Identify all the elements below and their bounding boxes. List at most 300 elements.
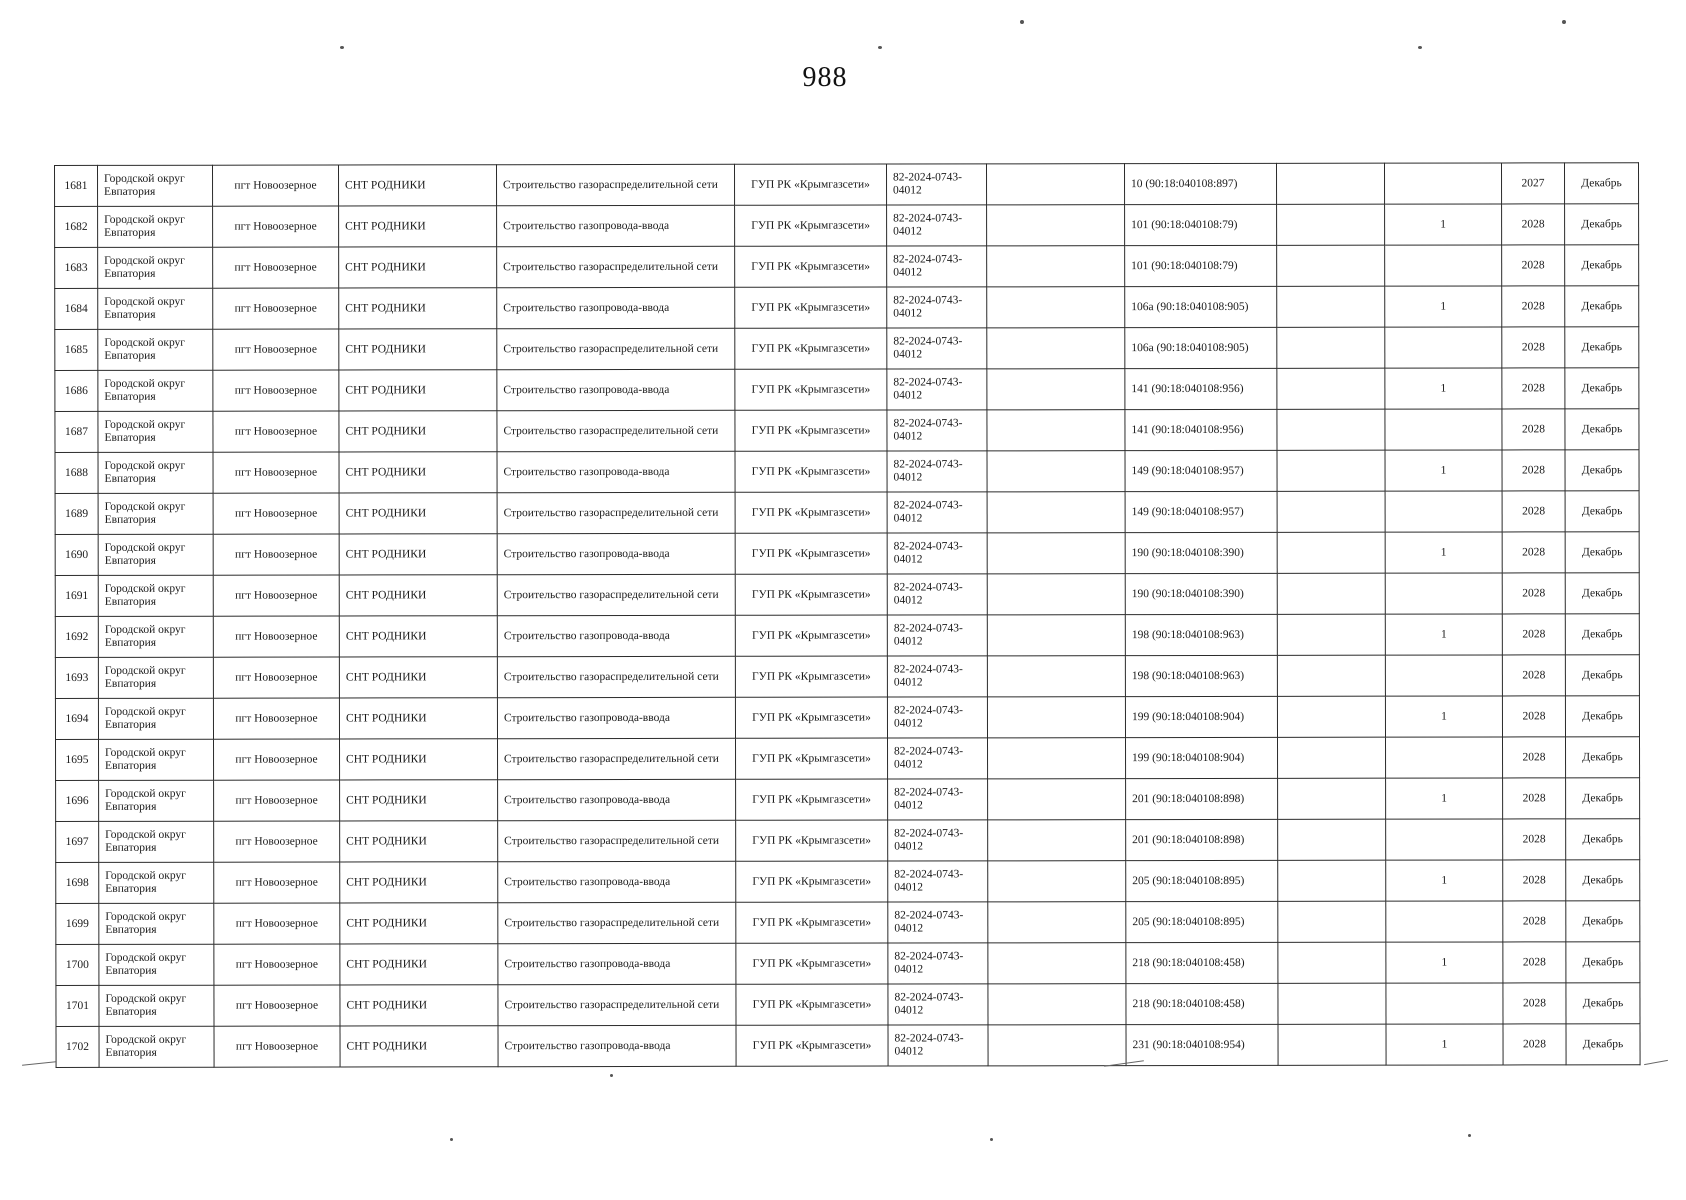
district-cell: Городской округ Евпатория <box>98 411 213 452</box>
empty-cell-cell <box>1277 327 1385 368</box>
row-number-cell: 1696 <box>56 780 99 821</box>
plot-address-cell: 190 (90:18:040108:390) <box>1125 532 1277 573</box>
settlement-cell: пгт Новоозерное <box>213 616 339 657</box>
month-cell: Декабрь <box>1565 614 1639 655</box>
empty-cell-cell <box>988 738 1126 779</box>
program-code-cell: 82-2024-0743-04012 <box>888 738 988 779</box>
table-row <box>56 901 1640 945</box>
program-code-cell: 82-2024-0743-04012 <box>888 1025 988 1066</box>
row-number-cell: 1693 <box>55 657 98 698</box>
row-number-cell: 1698 <box>56 862 99 903</box>
district-cell: Городской округ Евпатория <box>99 739 214 780</box>
settlement-cell: пгт Новоозерное <box>213 411 339 452</box>
snt-name-cell: СНТ РОДНИКИ <box>340 1026 498 1067</box>
empty-cell-cell <box>1277 450 1385 491</box>
empty-cell-cell <box>987 656 1125 697</box>
snt-name-cell: СНТ РОДНИКИ <box>339 657 497 698</box>
month-cell: Декабрь <box>1565 655 1639 696</box>
program-code-cell: 82-2024-0743-04012 <box>888 861 988 902</box>
work-type-cell: Строительство газопровода-ввода <box>497 205 735 246</box>
work-type-cell: Строительство газораспределительной сети <box>497 574 735 615</box>
district-cell: Городской округ Евпатория <box>98 493 213 534</box>
plot-address-cell: 141 (90:18:040108:956) <box>1125 409 1277 450</box>
snt-name-cell: СНТ РОДНИКИ <box>339 534 497 575</box>
table-row <box>56 1024 1640 1068</box>
organization-cell: ГУП РК «Крымгазсети» <box>734 164 886 205</box>
snt-name-cell: СНТ РОДНИКИ <box>340 780 498 821</box>
work-type-cell: Строительство газопровода-ввода <box>498 861 736 902</box>
snt-name-cell: СНТ РОДНИКИ <box>339 452 497 493</box>
year-cell: 2028 <box>1502 450 1565 491</box>
district-cell: Городской округ Евпатория <box>98 288 213 329</box>
district-cell: Городской округ Евпатория <box>99 985 214 1026</box>
plot-address-cell: 106а (90:18:040108:905) <box>1125 327 1277 368</box>
snt-name-cell: СНТ РОДНИКИ <box>340 821 498 862</box>
table-row <box>56 737 1640 781</box>
empty-cell-cell <box>1278 1024 1386 1065</box>
year-cell: 2028 <box>1503 983 1566 1024</box>
plot-address-cell: 149 (90:18:040108:957) <box>1125 450 1277 491</box>
row-number-cell: 1695 <box>56 739 99 780</box>
scan-speck <box>1468 1134 1471 1137</box>
empty-cell-cell <box>1277 532 1385 573</box>
program-code-cell: 82-2024-0743-04012 <box>887 492 987 533</box>
month-cell: Декабрь <box>1564 163 1638 204</box>
row-number-cell: 1689 <box>55 493 98 534</box>
scan-speck <box>1020 20 1024 24</box>
empty-cell-cell <box>1278 860 1386 901</box>
month-cell: Декабрь <box>1565 286 1639 327</box>
registry-table <box>54 162 1641 1068</box>
plot-address-cell: 141 (90:18:040108:956) <box>1125 368 1277 409</box>
plot-address-cell: 10 (90:18:040108:897) <box>1124 163 1276 204</box>
row-number-cell: 1699 <box>56 903 99 944</box>
settlement-cell: пгт Новоозерное <box>214 821 340 862</box>
organization-cell: ГУП РК «Крымгазсети» <box>736 1025 888 1066</box>
month-cell: Декабрь <box>1565 573 1639 614</box>
year-cell: 2028 <box>1502 573 1565 614</box>
scan-mark <box>22 1061 56 1066</box>
registry-body <box>55 163 1641 1068</box>
month-cell: Декабрь <box>1565 204 1639 245</box>
program-code-cell: 82-2024-0743-04012 <box>887 328 987 369</box>
snt-name-cell: СНТ РОДНИКИ <box>339 370 497 411</box>
program-code-cell: 82-2024-0743-04012 <box>886 164 986 205</box>
row-number-cell: 1692 <box>55 616 98 657</box>
settlement-cell: пгт Новоозерное <box>214 862 340 903</box>
year-cell: 2028 <box>1502 696 1565 737</box>
district-cell: Городской округ Евпатория <box>98 534 213 575</box>
connection-count-cell: 1 <box>1386 778 1503 819</box>
program-code-cell: 82-2024-0743-04012 <box>887 246 987 287</box>
work-type-cell: Строительство газопровода-ввода <box>498 1025 736 1066</box>
table-row <box>56 942 1640 986</box>
organization-cell: ГУП РК «Крымгазсети» <box>735 369 887 410</box>
organization-cell: ГУП РК «Крымгазсети» <box>735 205 887 246</box>
month-cell: Декабрь <box>1566 737 1640 778</box>
connection-count-cell <box>1385 573 1502 614</box>
settlement-cell: пгт Новоозерное <box>213 575 339 616</box>
empty-cell-cell <box>988 779 1126 820</box>
row-number-cell: 1682 <box>55 206 98 247</box>
year-cell: 2028 <box>1502 532 1565 573</box>
year-cell: 2028 <box>1503 819 1566 860</box>
empty-cell-cell <box>987 574 1125 615</box>
connection-count-cell: 1 <box>1386 1024 1503 1065</box>
settlement-cell: пгт Новоозерное <box>213 247 339 288</box>
row-number-cell: 1687 <box>55 411 98 452</box>
snt-name-cell: СНТ РОДНИКИ <box>339 329 497 370</box>
program-code-cell: 82-2024-0743-04012 <box>887 533 987 574</box>
table-row <box>55 573 1639 617</box>
connection-count-cell <box>1385 655 1502 696</box>
scan-speck <box>1562 20 1566 24</box>
snt-name-cell: СНТ РОДНИКИ <box>340 739 498 780</box>
organization-cell: ГУП РК «Крымгазсети» <box>735 697 887 738</box>
work-type-cell: Строительство газопровода-ввода <box>498 943 736 984</box>
empty-cell-cell <box>1277 655 1385 696</box>
district-cell: Городской округ Евпатория <box>98 370 213 411</box>
work-type-cell: Строительство газораспределительной сети <box>498 902 736 943</box>
program-code-cell: 82-2024-0743-04012 <box>888 902 988 943</box>
program-code-cell: 82-2024-0743-04012 <box>887 697 987 738</box>
work-type-cell: Строительство газопровода-ввода <box>497 533 735 574</box>
empty-cell-cell <box>988 943 1126 984</box>
district-cell: Городской округ Евпатория <box>98 575 213 616</box>
month-cell: Декабрь <box>1566 901 1640 942</box>
settlement-cell: пгт Новоозерное <box>214 739 340 780</box>
empty-cell-cell <box>1278 901 1386 942</box>
connection-count-cell: 1 <box>1385 696 1502 737</box>
connection-count-cell: 1 <box>1385 450 1502 491</box>
row-number-cell: 1688 <box>55 452 98 493</box>
settlement-cell: пгт Новоозерное <box>213 657 339 698</box>
month-cell: Декабрь <box>1565 532 1639 573</box>
connection-count-cell: 1 <box>1386 942 1503 983</box>
empty-cell-cell <box>988 820 1126 861</box>
organization-cell: ГУП РК «Крымгазсети» <box>736 984 888 1025</box>
district-cell: Городской округ Евпатория <box>99 944 214 985</box>
program-code-cell: 82-2024-0743-04012 <box>887 451 987 492</box>
district-cell: Городской округ Евпатория <box>98 329 213 370</box>
plot-address-cell: 201 (90:18:040108:898) <box>1126 819 1278 860</box>
row-number-cell: 1683 <box>55 247 98 288</box>
table-row <box>55 532 1639 576</box>
year-cell: 2028 <box>1503 778 1566 819</box>
snt-name-cell: СНТ РОДНИКИ <box>340 985 498 1026</box>
empty-cell-cell <box>1278 819 1386 860</box>
organization-cell: ГУП РК «Крымгазсети» <box>735 615 887 656</box>
year-cell: 2028 <box>1502 245 1565 286</box>
empty-cell-cell <box>987 328 1125 369</box>
table-row <box>55 286 1639 330</box>
district-cell: Городской округ Евпатория <box>99 1026 214 1067</box>
organization-cell: ГУП РК «Крымгазсети» <box>736 820 888 861</box>
plot-address-cell: 106а (90:18:040108:905) <box>1125 286 1277 327</box>
plot-address-cell: 198 (90:18:040108:963) <box>1125 655 1277 696</box>
plot-address-cell: 101 (90:18:040108:79) <box>1125 204 1277 245</box>
scan-speck <box>878 46 882 49</box>
program-code-cell: 82-2024-0743-04012 <box>887 287 987 328</box>
connection-count-cell: 1 <box>1386 860 1503 901</box>
scan-speck <box>610 1074 613 1077</box>
empty-cell-cell <box>1278 737 1386 778</box>
district-cell: Городской округ Евпатория <box>98 165 213 206</box>
organization-cell: ГУП РК «Крымгазсети» <box>736 738 888 779</box>
organization-cell: ГУП РК «Крымгазсети» <box>736 943 888 984</box>
empty-cell-cell <box>1278 983 1386 1024</box>
year-cell: 2028 <box>1502 368 1565 409</box>
program-code-cell: 82-2024-0743-04012 <box>887 656 987 697</box>
plot-address-cell: 190 (90:18:040108:390) <box>1125 573 1277 614</box>
row-number-cell: 1691 <box>55 575 98 616</box>
table-row <box>55 696 1639 740</box>
row-number-cell: 1690 <box>55 534 98 575</box>
month-cell: Декабрь <box>1565 491 1639 532</box>
district-cell: Городской округ Евпатория <box>99 903 214 944</box>
district-cell: Городской округ Евпатория <box>98 616 213 657</box>
month-cell: Декабрь <box>1566 1024 1640 1065</box>
empty-cell-cell <box>1278 942 1386 983</box>
settlement-cell: пгт Новоозерное <box>214 903 340 944</box>
work-type-cell: Строительство газопровода-ввода <box>497 615 735 656</box>
plot-address-cell: 231 (90:18:040108:954) <box>1126 1024 1278 1065</box>
district-cell: Городской округ Евпатория <box>98 247 213 288</box>
table-row <box>55 655 1639 699</box>
empty-cell-cell <box>1277 204 1385 245</box>
connection-count-cell <box>1384 163 1501 204</box>
work-type-cell: Строительство газопровода-ввода <box>497 451 735 492</box>
settlement-cell: пгт Новоозерное <box>213 288 339 329</box>
empty-cell-cell <box>988 1025 1126 1066</box>
plot-address-cell: 101 (90:18:040108:79) <box>1125 245 1277 286</box>
month-cell: Декабрь <box>1566 983 1640 1024</box>
table-row <box>56 778 1640 822</box>
district-cell: Городской округ Евпатория <box>99 780 214 821</box>
month-cell: Декабрь <box>1565 327 1639 368</box>
work-type-cell: Строительство газопровода-ввода <box>497 697 735 738</box>
year-cell: 2028 <box>1503 1024 1566 1065</box>
scan-speck <box>340 46 344 49</box>
connection-count-cell <box>1386 819 1503 860</box>
settlement-cell: пгт Новоозерное <box>213 165 339 206</box>
program-code-cell: 82-2024-0743-04012 <box>888 820 988 861</box>
empty-cell-cell <box>987 697 1125 738</box>
row-number-cell: 1684 <box>55 288 98 329</box>
district-cell: Городской округ Евпатория <box>98 657 213 698</box>
table-row <box>56 819 1640 863</box>
plot-address-cell: 149 (90:18:040108:957) <box>1125 491 1277 532</box>
row-number-cell: 1694 <box>55 698 98 739</box>
month-cell: Декабрь <box>1565 450 1639 491</box>
table-row <box>55 204 1639 248</box>
table-row <box>55 327 1639 371</box>
year-cell: 2028 <box>1503 737 1566 778</box>
work-type-cell: Строительство газораспределительной сети <box>497 164 735 205</box>
table-row <box>56 860 1640 904</box>
month-cell: Декабрь <box>1566 778 1640 819</box>
settlement-cell: пгт Новоозерное <box>213 534 339 575</box>
scan-mark <box>1644 1060 1668 1065</box>
organization-cell: ГУП РК «Крымгазсети» <box>735 574 887 615</box>
empty-cell-cell <box>988 984 1126 1025</box>
connection-count-cell <box>1385 491 1502 532</box>
year-cell: 2028 <box>1502 409 1565 450</box>
year-cell: 2028 <box>1503 860 1566 901</box>
year-cell: 2028 <box>1502 286 1565 327</box>
organization-cell: ГУП РК «Крымгазсети» <box>735 328 887 369</box>
empty-cell-cell <box>988 861 1126 902</box>
plot-address-cell: 201 (90:18:040108:898) <box>1126 778 1278 819</box>
empty-cell-cell <box>1277 573 1385 614</box>
empty-cell-cell <box>987 410 1125 451</box>
row-number-cell: 1685 <box>55 329 98 370</box>
page-number: 988 <box>802 62 848 93</box>
table-row <box>55 409 1639 453</box>
organization-cell: ГУП РК «Крымгазсети» <box>735 656 887 697</box>
settlement-cell: пгт Новоозерное <box>213 206 339 247</box>
year-cell: 2028 <box>1502 327 1565 368</box>
organization-cell: ГУП РК «Крымгазсети» <box>735 451 887 492</box>
snt-name-cell: СНТ РОДНИКИ <box>339 206 497 247</box>
work-type-cell: Строительство газопровода-ввода <box>497 369 735 410</box>
empty-cell-cell <box>987 246 1125 287</box>
connection-count-cell <box>1385 245 1502 286</box>
organization-cell: ГУП РК «Крымгазсети» <box>735 246 887 287</box>
empty-cell-cell <box>1277 409 1385 450</box>
settlement-cell: пгт Новоозерное <box>214 944 340 985</box>
connection-count-cell <box>1386 983 1503 1024</box>
program-code-cell: 82-2024-0743-04012 <box>888 943 988 984</box>
snt-name-cell: СНТ РОДНИКИ <box>340 862 498 903</box>
month-cell: Декабрь <box>1565 696 1639 737</box>
settlement-cell: пгт Новоозерное <box>214 780 340 821</box>
row-number-cell: 1701 <box>56 985 99 1026</box>
work-type-cell: Строительство газораспределительной сети <box>497 492 735 533</box>
snt-name-cell: СНТ РОДНИКИ <box>339 165 497 206</box>
connection-count-cell: 1 <box>1385 286 1502 327</box>
month-cell: Декабрь <box>1566 819 1640 860</box>
connection-count-cell: 1 <box>1385 368 1502 409</box>
plot-address-cell: 199 (90:18:040108:904) <box>1125 696 1277 737</box>
program-code-cell: 82-2024-0743-04012 <box>887 369 987 410</box>
empty-cell-cell <box>987 205 1125 246</box>
connection-count-cell: 1 <box>1385 532 1502 573</box>
connection-count-cell: 1 <box>1385 614 1502 655</box>
row-number-cell: 1697 <box>56 821 99 862</box>
year-cell: 2028 <box>1502 614 1565 655</box>
table-row <box>55 450 1639 494</box>
scan-speck <box>990 1138 993 1141</box>
program-code-cell: 82-2024-0743-04012 <box>887 410 987 451</box>
plot-address-cell: 199 (90:18:040108:904) <box>1126 737 1278 778</box>
settlement-cell: пгт Новоозерное <box>213 329 339 370</box>
table-row <box>55 614 1639 658</box>
table-row <box>56 983 1640 1027</box>
connection-count-cell <box>1386 737 1503 778</box>
row-number-cell: 1700 <box>56 944 99 985</box>
table-row <box>55 245 1639 289</box>
snt-name-cell: СНТ РОДНИКИ <box>339 288 497 329</box>
snt-name-cell: СНТ РОДНИКИ <box>339 493 497 534</box>
settlement-cell: пгт Новоозерное <box>214 1026 340 1067</box>
settlement-cell: пгт Новоозерное <box>213 698 339 739</box>
table-row <box>55 368 1639 412</box>
empty-cell-cell <box>1278 778 1386 819</box>
empty-cell-cell <box>987 369 1125 410</box>
organization-cell: ГУП РК «Крымгазсети» <box>736 902 888 943</box>
row-number-cell: 1702 <box>56 1026 99 1067</box>
scan-speck <box>450 1138 453 1141</box>
organization-cell: ГУП РК «Крымгазсети» <box>735 287 887 328</box>
plot-address-cell: 205 (90:18:040108:895) <box>1126 901 1278 942</box>
empty-cell-cell <box>1277 368 1385 409</box>
work-type-cell: Строительство газораспределительной сети <box>498 820 736 861</box>
empty-cell-cell <box>987 492 1125 533</box>
settlement-cell: пгт Новоозерное <box>213 452 339 493</box>
snt-name-cell: СНТ РОДНИКИ <box>339 247 497 288</box>
program-code-cell: 82-2024-0743-04012 <box>888 984 988 1025</box>
snt-name-cell: СНТ РОДНИКИ <box>340 944 498 985</box>
empty-cell-cell <box>987 451 1125 492</box>
connection-count-cell <box>1385 409 1502 450</box>
work-type-cell: Строительство газораспределительной сети <box>497 656 735 697</box>
empty-cell-cell <box>1277 614 1385 655</box>
program-code-cell: 82-2024-0743-04012 <box>887 205 987 246</box>
snt-name-cell: СНТ РОДНИКИ <box>339 411 497 452</box>
row-number-cell: 1686 <box>55 370 98 411</box>
empty-cell-cell <box>986 164 1124 205</box>
district-cell: Городской округ Евпатория <box>98 206 213 247</box>
month-cell: Декабрь <box>1566 942 1640 983</box>
month-cell: Декабрь <box>1565 409 1639 450</box>
settlement-cell: пгт Новоозерное <box>213 370 339 411</box>
connection-count-cell: 1 <box>1385 204 1502 245</box>
organization-cell: ГУП РК «Крымгазсети» <box>735 492 887 533</box>
table-row <box>55 491 1639 535</box>
work-type-cell: Строительство газораспределительной сети <box>498 984 736 1025</box>
program-code-cell: 82-2024-0743-04012 <box>888 779 988 820</box>
table-row <box>55 163 1639 207</box>
work-type-cell: Строительство газораспределительной сети <box>497 410 735 451</box>
scan-speck <box>1418 46 1422 49</box>
connection-count-cell <box>1386 901 1503 942</box>
district-cell: Городской округ Евпатория <box>99 862 214 903</box>
row-number-cell: 1681 <box>55 165 98 206</box>
work-type-cell: Строительство газораспределительной сети <box>497 328 735 369</box>
empty-cell-cell <box>1277 491 1385 532</box>
snt-name-cell: СНТ РОДНИКИ <box>340 903 498 944</box>
plot-address-cell: 198 (90:18:040108:963) <box>1125 614 1277 655</box>
work-type-cell: Строительство газопровода-ввода <box>498 779 736 820</box>
empty-cell-cell <box>1277 696 1385 737</box>
month-cell: Декабрь <box>1565 368 1639 409</box>
year-cell: 2028 <box>1502 655 1565 696</box>
organization-cell: ГУП РК «Крымгазсети» <box>736 861 888 902</box>
year-cell: 2028 <box>1503 901 1566 942</box>
empty-cell-cell <box>987 533 1125 574</box>
snt-name-cell: СНТ РОДНИКИ <box>339 616 497 657</box>
work-type-cell: Строительство газопровода-ввода <box>497 287 735 328</box>
settlement-cell: пгт Новоозерное <box>214 985 340 1026</box>
plot-address-cell: 205 (90:18:040108:895) <box>1126 860 1278 901</box>
year-cell: 2027 <box>1501 163 1564 204</box>
program-code-cell: 82-2024-0743-04012 <box>887 574 987 615</box>
year-cell: 2028 <box>1502 204 1565 245</box>
month-cell: Декабрь <box>1565 245 1639 286</box>
plot-address-cell: 218 (90:18:040108:458) <box>1126 942 1278 983</box>
connection-count-cell <box>1385 327 1502 368</box>
